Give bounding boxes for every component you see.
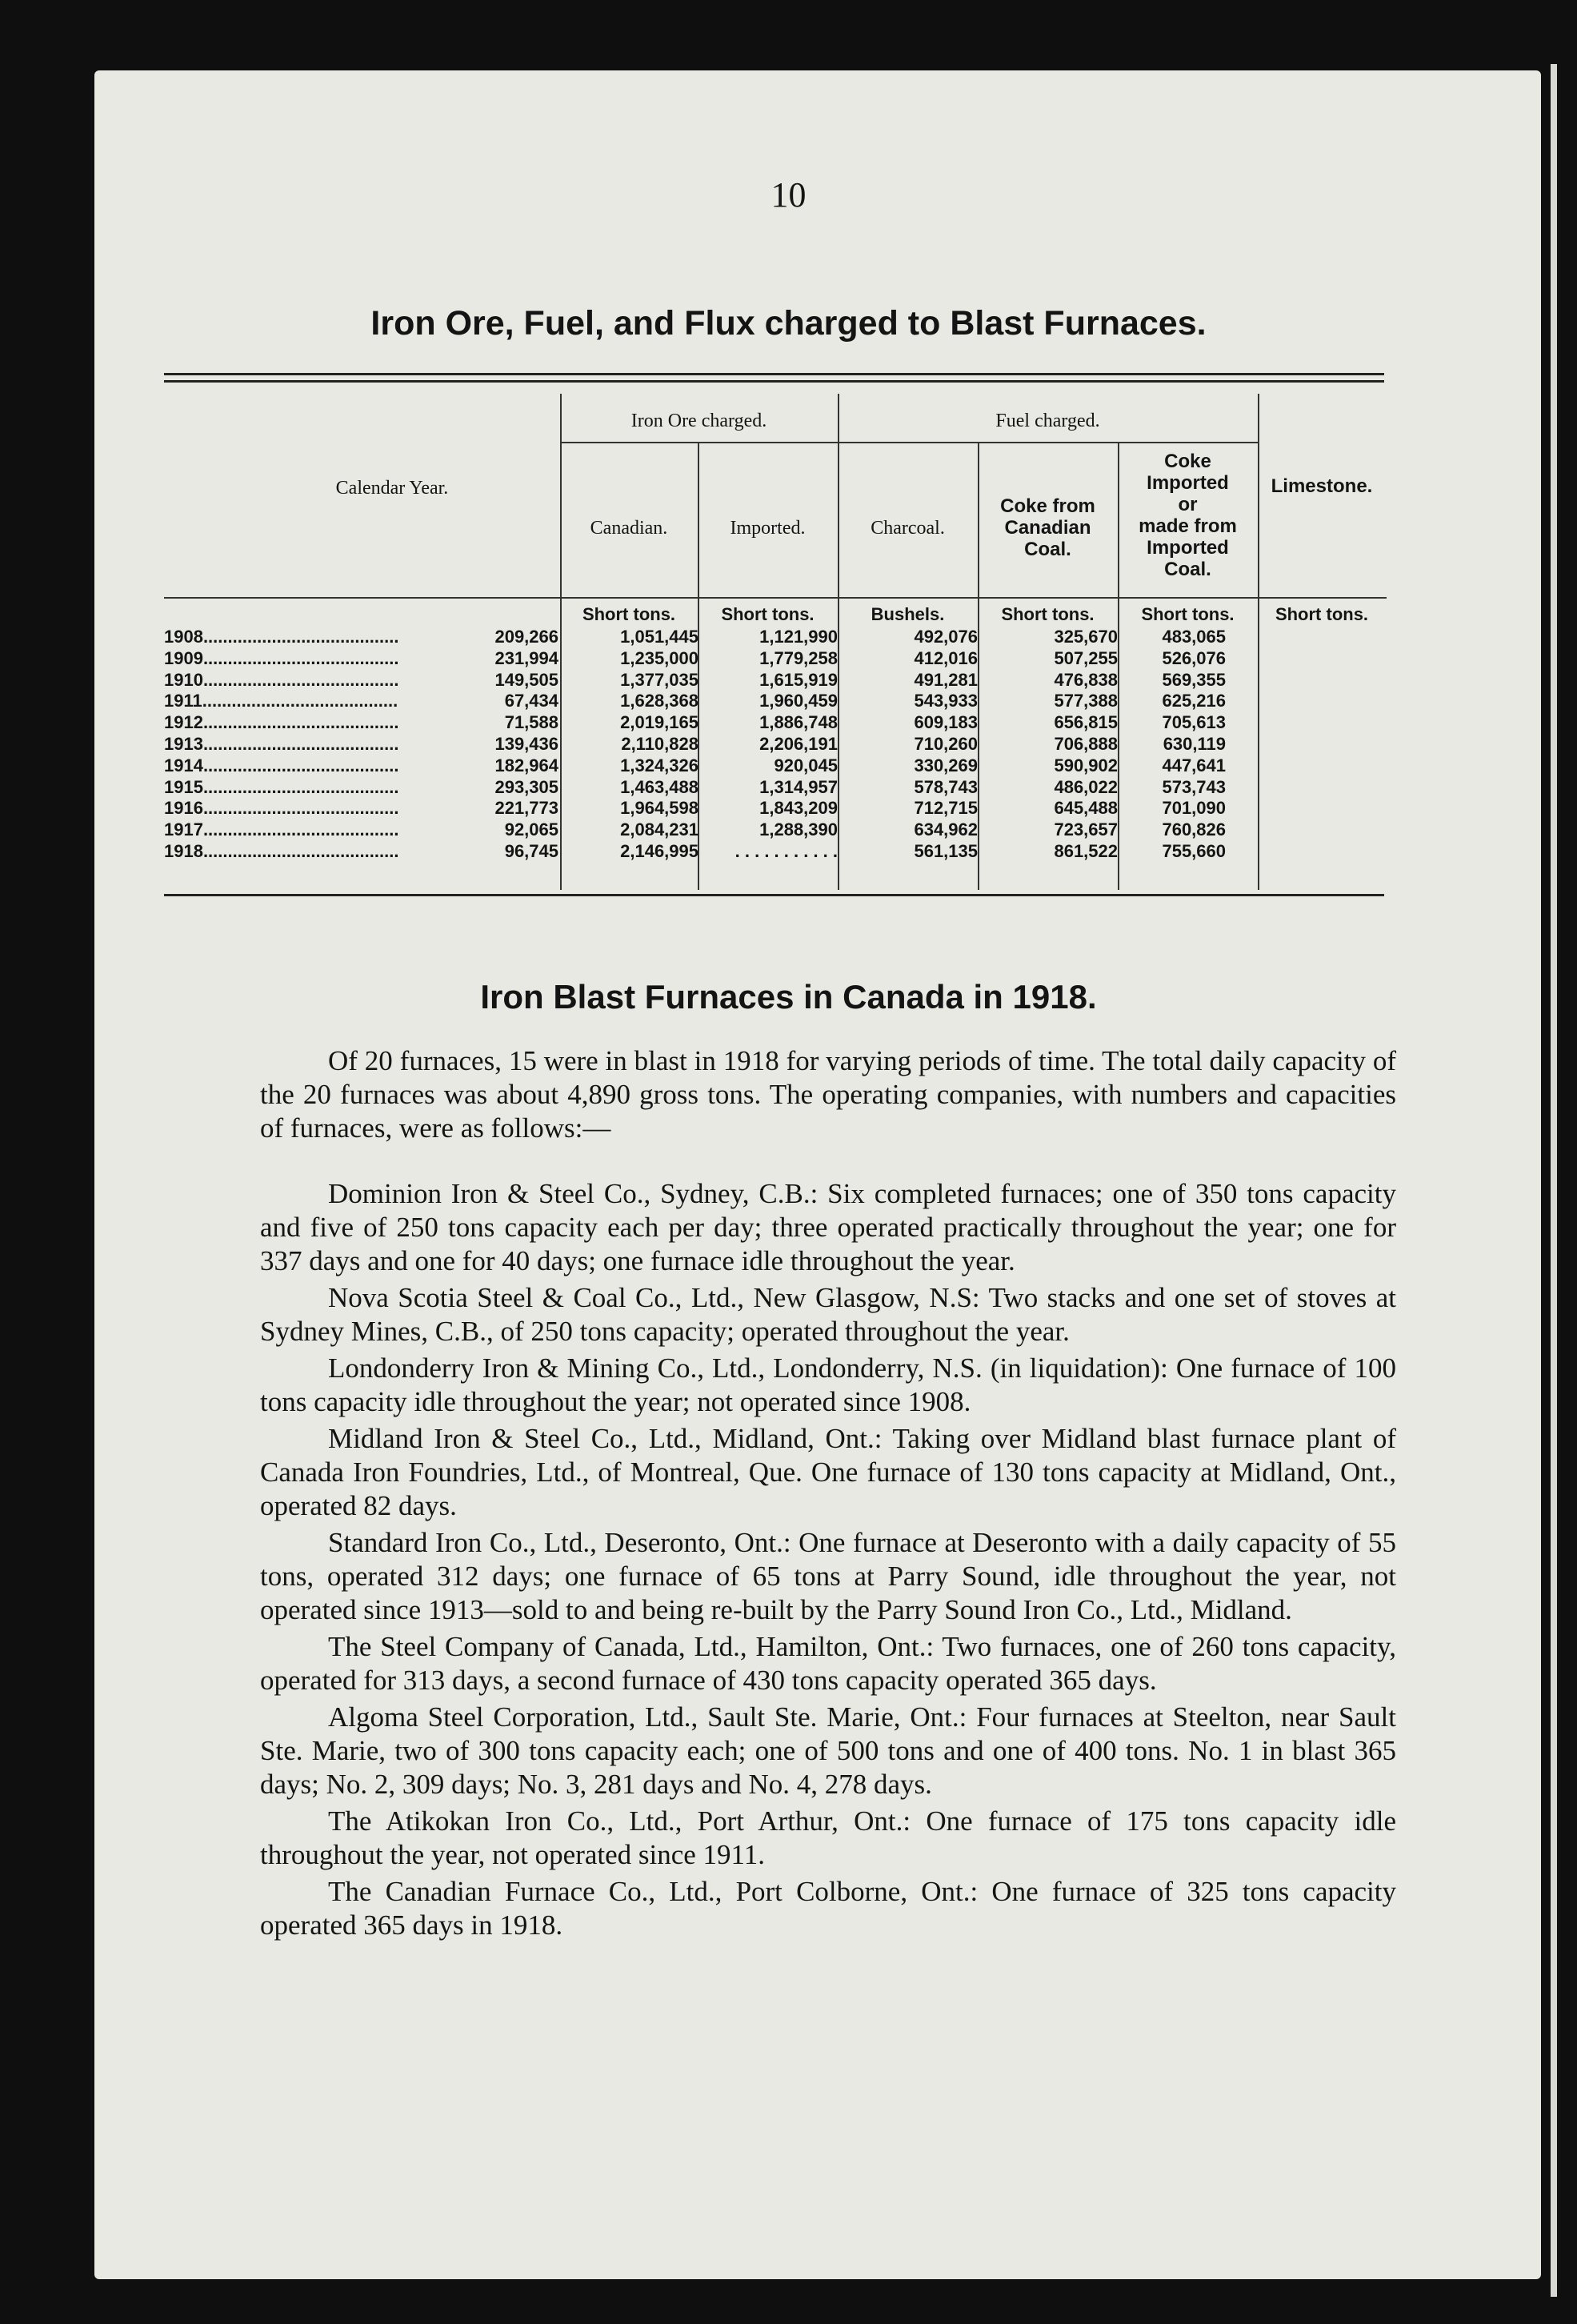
cell-coke-imported: 577,388: [1054, 691, 1118, 711]
cell-canadian: 221,773: [494, 798, 558, 819]
cell-coke-canadian: 609,183: [914, 712, 978, 733]
cell-year: 1916........................................: [164, 798, 399, 819]
cell-coke-canadian: 712,715: [914, 798, 978, 819]
section-title: Iron Blast Furnaces in Canada in 1918.: [480, 978, 1097, 1016]
unit-label: Short tons.: [1001, 604, 1095, 624]
cell-imported: 1,235,000: [620, 647, 698, 668]
table-row: [164, 648, 1388, 670]
cell-coke-imported: 723,657: [1054, 819, 1118, 840]
cell-canadian: 139,436: [494, 733, 558, 754]
cell-limestone: 569,355: [1162, 669, 1226, 690]
cell-charcoal: 1,960,459: [759, 691, 838, 711]
paragraph: The Steel Company of Canada, Ltd., Hamilton, Ont.: Two furnaces, one of 260 tons capacity, operated for 313 days, a second furnace of 430 tons capacity operated 365 days.: [260, 1631, 1396, 1696]
table-row: [164, 755, 1388, 777]
paragraph: The Atikokan Iron Co., Ltd., Port Arthur, Ont.: One furnace of 175 tons capacity idle throughout the year, not operated since 1911.: [260, 1805, 1396, 1870]
table-row: [164, 777, 1388, 799]
cell-imported: 2,146,995: [620, 840, 698, 861]
unit-label: Short tons.: [1141, 604, 1235, 624]
cell-coke-imported: 325,670: [1054, 627, 1118, 647]
cell-canadian: 71,588: [504, 712, 558, 733]
cell-imported: 1,324,326: [620, 755, 698, 775]
cell-limestone: 483,065: [1162, 627, 1226, 647]
cell-coke-canadian: 543,933: [914, 691, 978, 711]
cell-limestone: 630,119: [1163, 733, 1226, 754]
cell-limestone: 755,660: [1162, 840, 1226, 861]
col-header-year: Calendar Year.: [335, 478, 449, 499]
col-header-coke-canadian: Coke from Canadian Coal.: [1000, 495, 1095, 560]
cell-year: 1914........................................: [164, 755, 399, 775]
table-title: Iron Ore, Fuel, and Flux charged to Blast Furnaces.: [370, 304, 1207, 343]
cell-year: 1912........................................: [164, 712, 399, 733]
group-header-fuel: Fuel charged.: [995, 411, 1100, 431]
cell-imported: 1,463,488: [620, 776, 698, 797]
cell-charcoal: 1,288,390: [759, 819, 838, 840]
cell-coke-canadian: 578,743: [914, 776, 978, 797]
table-row: [164, 712, 1388, 734]
cell-limestone: 573,743: [1162, 776, 1226, 797]
cell-imported: 1,377,035: [620, 669, 698, 690]
cell-coke-imported: 507,255: [1054, 647, 1118, 668]
cell-canadian: 182,964: [494, 755, 558, 775]
paragraph: Nova Scotia Steel & Coal Co., Ltd., New Glasgow, N.S: Two stacks and one set of stoves at Sydney Mines, C.B., of 250 tons capacity; operated throughout the year.: [260, 1282, 1396, 1347]
table-row: [164, 841, 1388, 863]
cell-coke-canadian: 492,076: [914, 627, 978, 647]
cell-canadian: 67,434: [504, 691, 558, 711]
cell-charcoal: 1,121,990: [759, 627, 838, 647]
cell-coke-imported: 706,888: [1054, 733, 1118, 754]
cell-canadian: 231,994: [494, 647, 558, 668]
col-header-charcoal: Charcoal.: [871, 518, 945, 539]
cell-charcoal: 1,314,957: [759, 776, 838, 797]
cell-coke-imported: 645,488: [1054, 798, 1118, 819]
table-row: [164, 627, 1388, 648]
cell-coke-canadian: 710,260: [914, 733, 978, 754]
unit-label: Short tons.: [582, 604, 676, 624]
cell-charcoal: 1,843,209: [759, 798, 838, 819]
cell-coke-canadian: 330,269: [914, 755, 978, 775]
cell-limestone: 526,076: [1162, 647, 1226, 668]
paragraph: Dominion Iron & Steel Co., Sydney, C.B.: Six completed furnaces; one of 350 tons capacity and five of 250 tons capacity each per day; three operated practically throughout the year; one for 337 days and one for 40 days; one furnace idle throughout the year.: [260, 1178, 1396, 1276]
cell-coke-imported: 656,815: [1054, 712, 1118, 733]
cell-year: 1908........................................: [164, 627, 399, 647]
cell-limestone: 705,613: [1162, 712, 1226, 733]
cell-year: 1915........................................: [164, 776, 399, 797]
cell-limestone: 760,826: [1162, 819, 1226, 840]
cell-imported: 1,051,445: [620, 627, 698, 647]
cell-coke-imported: 590,902: [1054, 755, 1118, 775]
unit-label: Short tons.: [1275, 604, 1369, 624]
cell-limestone: 701,090: [1162, 798, 1226, 819]
cell-canadian: 149,505: [494, 669, 558, 690]
cell-imported: 2,019,165: [620, 712, 698, 733]
cell-limestone: 625,216: [1162, 691, 1226, 711]
col-header-coke-imported: Coke Imported or made from Imported Coal.: [1139, 451, 1237, 580]
cell-imported: 2,084,231: [620, 819, 698, 840]
col-header-limestone: Limestone.: [1271, 475, 1373, 497]
col-header-canadian: Canadian.: [590, 518, 668, 539]
cell-coke-canadian: 412,016: [914, 647, 978, 668]
col-header-imported: Imported.: [730, 518, 806, 539]
paragraph: Midland Iron & Steel Co., Ltd., Midland, Ont.: Taking over Midland blast furnace plant of Canada Iron Foundries, Ltd., of Montreal, Que. One furnace of 130 tons capacity at Midland, Ont., operated 82 days.: [260, 1423, 1396, 1521]
cell-charcoal: 920,045: [774, 755, 838, 775]
cell-charcoal: . . . . . . . . . . .: [734, 840, 838, 861]
cell-charcoal: 1,779,258: [759, 647, 838, 668]
cell-charcoal: 1,886,748: [759, 712, 838, 733]
cell-charcoal: 2,206,191: [759, 733, 838, 754]
cell-coke-imported: 861,522: [1054, 840, 1118, 861]
table-row: [164, 819, 1388, 841]
table-row: [164, 670, 1388, 691]
paragraph: Standard Iron Co., Ltd., Deseronto, Ont.: One furnace at Deseronto with a daily capacity of 55 tons, operated 312 days; one furnace of 65 tons at Parry Sound, idle throughout the year, not operated since 1913—sold to and being re-built by the Parry Sound Iron Co., Ltd., Midland.: [260, 1527, 1396, 1625]
group-rule: [838, 442, 1258, 443]
cell-canadian: 96,745: [504, 840, 558, 861]
table-top-rule: [164, 373, 1384, 383]
cell-canadian: 293,305: [494, 776, 558, 797]
cell-coke-canadian: 561,135: [914, 840, 978, 861]
cell-year: 1913........................................: [164, 733, 399, 754]
table-row: [164, 691, 1388, 712]
cell-year: 1910........................................: [164, 669, 399, 690]
paragraph: Of 20 furnaces, 15 were in blast in 1918 for varying periods of time. The total daily capacity of the 20 furnaces was about 4,890 gross tons. The operating companies, with numbers and capacities of furnaces, were as follows:—: [260, 1045, 1396, 1144]
cell-coke-canadian: 491,281: [914, 669, 978, 690]
group-header-iron-ore: Iron Ore charged.: [630, 411, 767, 431]
table-row: [164, 734, 1388, 755]
cell-canadian: 92,065: [504, 819, 558, 840]
cell-canadian: 209,266: [494, 627, 558, 647]
paragraph: The Canadian Furnace Co., Ltd., Port Colborne, Ont.: One furnace of 325 tons capacity operated 365 days in 1918.: [260, 1876, 1396, 1941]
body-text: [260, 1044, 1396, 1945]
table-bottom-rule: [164, 894, 1384, 896]
cell-coke-imported: 476,838: [1054, 669, 1118, 690]
cell-year: 1918........................................: [164, 840, 399, 861]
cell-imported: 2,110,828: [621, 733, 698, 754]
cell-imported: 1,964,598: [620, 798, 698, 819]
paragraph: Londonderry Iron & Mining Co., Ltd., Londonderry, N.S. (in liquidation): One furnace of 100 tons capacity idle throughout the year; not operated since 1908.: [260, 1352, 1396, 1417]
page-number: 10: [770, 175, 807, 214]
paragraph: Algoma Steel Corporation, Ltd., Sault Ste. Marie, Ont.: Four furnaces at Steelton, near Sault Ste. Marie, two of 300 tons capacity each; one of 500 tons and one of 400 tons. No. 1 in blast 365 days; No. 2, 309 days; No. 3, 281 days and No. 4, 278 days.: [260, 1701, 1396, 1800]
cell-limestone: 447,641: [1162, 755, 1226, 775]
unit-label: Short tons.: [721, 604, 815, 624]
cell-coke-imported: 486,022: [1054, 776, 1118, 797]
cell-imported: 1,628,368: [620, 691, 698, 711]
group-rule: [560, 442, 838, 443]
table-body: [164, 627, 1388, 863]
unit-label: Bushels.: [871, 604, 945, 624]
cell-year: 1911........................................: [164, 691, 398, 711]
table-row: [164, 798, 1388, 819]
cell-charcoal: 1,615,919: [759, 669, 838, 690]
cell-year: 1917........................................: [164, 819, 399, 840]
header-rule: [164, 597, 1387, 599]
cell-coke-canadian: 634,962: [914, 819, 978, 840]
cell-year: 1909........................................: [164, 647, 399, 668]
